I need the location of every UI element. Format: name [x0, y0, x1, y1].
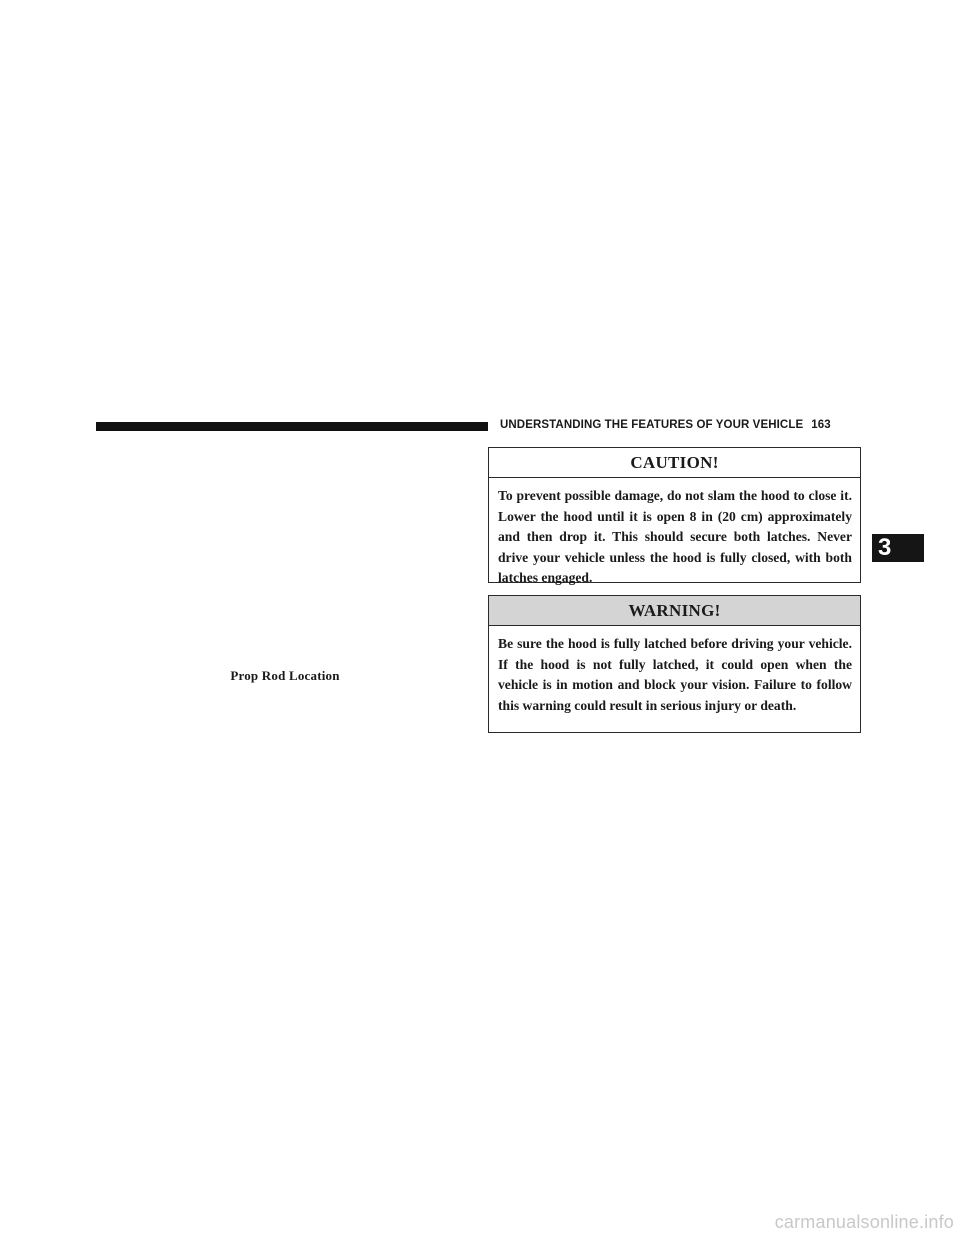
section-title: UNDERSTANDING THE FEATURES OF YOUR VEHICLE: [500, 419, 804, 431]
header-rule: [96, 422, 488, 431]
warning-box: [488, 595, 861, 733]
page-number: 163: [811, 419, 831, 431]
warning-text: Be sure the hood is fully latched before driving your vehicle. If the hood is not fully latched, it could open when the vehicle is in motion and block your vision. Failure to follow this warning could result in serious injury or death.: [498, 636, 852, 713]
caution-box: [488, 447, 861, 586]
figure-caption: Prop Rod Location: [230, 668, 340, 683]
warning-title: WARNING!: [489, 596, 860, 626]
caution-title: CAUTION!: [489, 448, 860, 478]
running-header: [500, 419, 866, 431]
caution-text: To prevent possible damage, do not slam the hood to close it. Lower the hood until it is open 8 in (20 cm) approximately and then drop it. This should secure both latches. Never drive your vehicle unless the hood is fully closed, with both latches engaged.: [498, 488, 852, 586]
chapter-tab: 3: [872, 534, 924, 562]
watermark-logo: carmanualsonline.info: [774, 1212, 954, 1232]
